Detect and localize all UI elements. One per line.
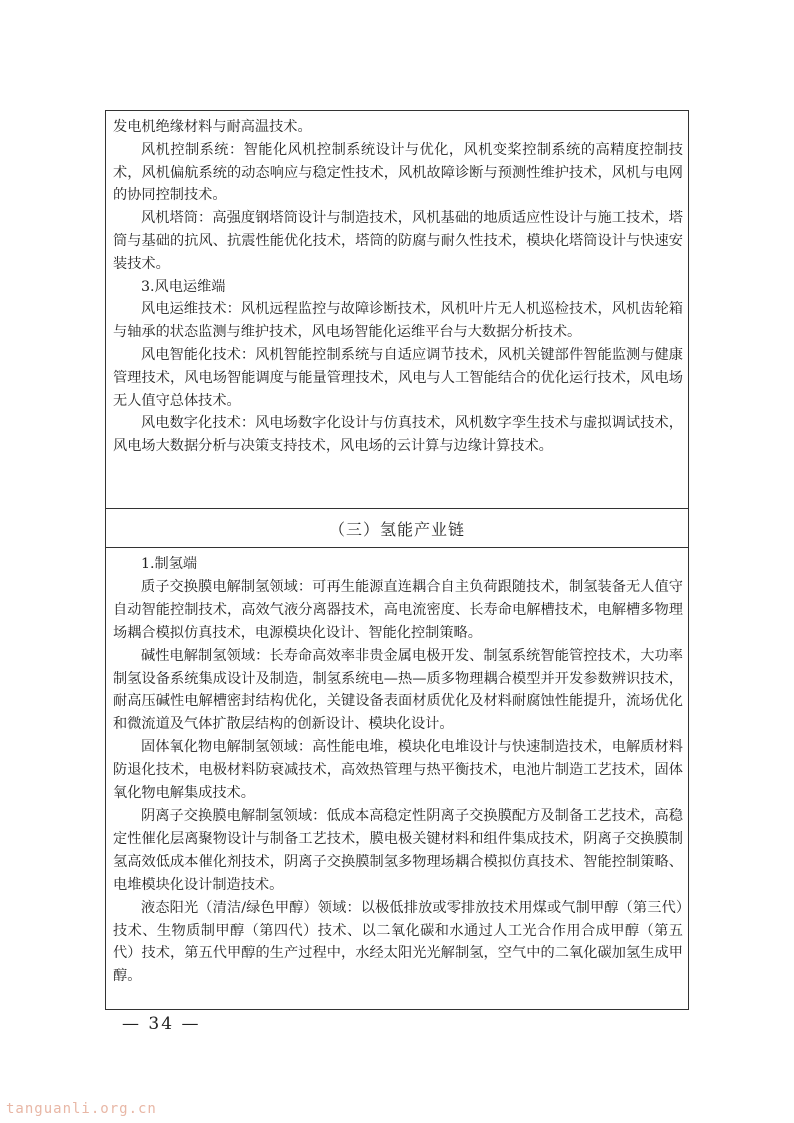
paragraph: 液态阳光（清洁/绿色甲醇）领域：以极低排放或零排放技术用煤或气制甲醇（第三代）技术、生物质制甲醇（第四代）技术、以二氧化碳和水通过人工光合作用合成甲醇（第五代）技术，第五代甲醇的生产过程中，水经太阳光光解制氢，空气中的二氧化碳加氢生成甲醇。 [113, 899, 683, 985]
paragraph: 固体氧化物电解制氢领域：高性能电堆，模块化电堆设计与快速制造技术，电解质材料防退化技术，电极材料防衰减技术，高效热管理与热平衡技术，电池片制造工艺技术，固体氧化物电解集成技术。 [113, 739, 683, 802]
hydrogen-section [113, 553, 683, 988]
subheading: 3.风电运维端 [141, 278, 226, 295]
paragraph: 质子交换膜电解制氢领域：可再生能源直连耦合自主负荷跟随技术，制氢装备无人值守自动智能控制技术，高效气液分离器技术，高电流密度、长寿命电解槽技术，电解槽多物理场耦合模拟仿真技术，电源模块化设计、智能化控制策略。 [113, 578, 683, 641]
section-header: （三）氢能产业链 [328, 519, 465, 539]
watermark: tanguanli.org.cn [6, 1101, 157, 1117]
paragraph: 风电智能化技术：风机智能控制系统与自适应调节技术，风机关键部件智能监测与健康管理技术，风电场智能调度与能量管理技术，风电与人工智能结合的优化运行技术，风电场无人值守总体技术。 [113, 346, 683, 409]
page-number: — 34 — [122, 1014, 201, 1034]
paragraph: 风电数字化技术：风电场数字化设计与仿真技术，风机数字孪生技术与虚拟调试技术，风电场大数据分析与决策支持技术，风电场的云计算与边缘计算技术。 [113, 415, 683, 455]
paragraph: 风机塔筒：高强度钢塔筒设计与制造技术，风机基础的地质适应性设计与施工技术，塔筒与基础的抗风、抗震性能优化技术，塔筒的防腐与耐久性技术，模块化塔筒设计与快速安装技术。 [113, 210, 683, 272]
subheading: 1.制氢端 [141, 556, 198, 572]
paragraph: 碱性电解制氢领域：长寿命高效率非贵金属电极开发、制氢系统智能管控技术，大功率制氢设备系统集成设计及制造，制氢系统电—热—质多物理耦合模型并开发参数辨识技术，耐高压碱性电解槽密封结构优化，关键设备表面材质优化及材料耐腐蚀性能提升，流场优化和微流道及气体扩散层结构的创新设计、模块化设计。 [113, 647, 683, 733]
table-divider [105, 547, 689, 548]
paragraph: 风电运维技术：风机远程监控与故障诊断技术，风机叶片无人机巡检技术，风机齿轮箱与轴承的状态监测与维护技术，风电场智能化运维平台与大数据分析技术。 [113, 301, 683, 341]
paragraph: 发电机绝缘材料与耐高温技术。 [113, 119, 312, 135]
wind-power-section [113, 116, 683, 458]
paragraph: 阴离子交换膜电解制氢领域：低成本高稳定性阴离子交换膜配方及制备工艺技术，高稳定性催化层离聚物设计与制备工艺技术，膜电极关键材料和组件集成技术，阴离子交换膜制氢高效低成本催化剂技术，阴离子交换膜制氢多物理场耦合模拟仿真技术、智能控制策略、电堆模块化设计制造技术。 [113, 807, 683, 893]
paragraph: 风机控制系统：智能化风机控制系统设计与优化，风机变桨控制系统的高精度控制技术，风机偏航系统的动态响应与稳定性技术，风机故障诊断与预测性维护技术，风机与电网的协同控制技术。 [113, 141, 683, 204]
